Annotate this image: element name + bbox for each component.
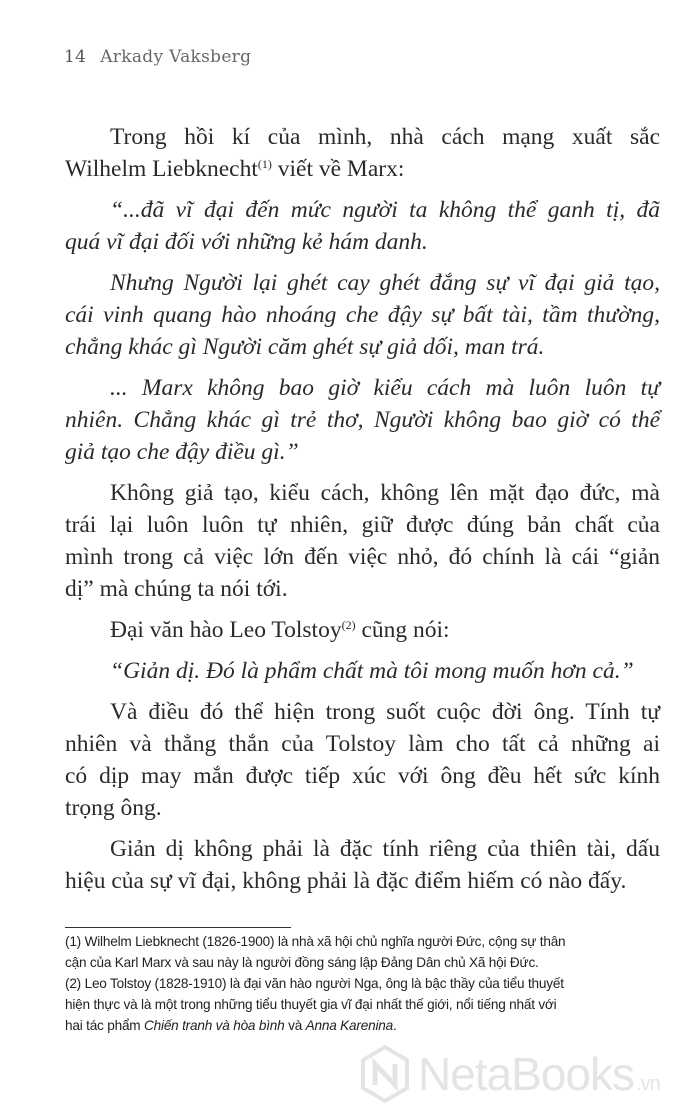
text-run: viết về Marx: — [271, 156, 405, 182]
text-line — [65, 792, 660, 824]
text-line — [65, 833, 660, 865]
quote-paragraph — [65, 194, 660, 258]
text-run: Không giả tạo, kiểu cách, không lên mặt đạo đức, mà — [110, 480, 660, 506]
watermark-brand: NetaBooks .vn — [418, 1048, 660, 1100]
footnote-line — [65, 994, 665, 1015]
text-line — [65, 121, 660, 153]
text-line — [65, 728, 660, 760]
paragraph — [65, 477, 660, 605]
paragraph — [65, 614, 660, 646]
text-line — [65, 477, 660, 509]
book-title: Anna Karenina — [305, 1018, 393, 1033]
text-line — [65, 331, 660, 363]
footnote-reference: (2) — [341, 618, 356, 632]
paragraph — [65, 696, 660, 824]
text-run: chẳng khác gì Người căm ghét sự giả dối, man trá. — [65, 334, 545, 360]
paragraph — [65, 121, 660, 185]
running-header — [64, 47, 251, 67]
text-run: cận của Karl Marx và sau này là người đồng sáng lập Đảng Dân chủ Xã hội Đức. — [65, 955, 539, 970]
footnote-reference: (1) — [257, 157, 272, 171]
text-line — [65, 194, 660, 226]
text-run: (2) Leo Tolstoy (1828-1910) là đại văn hào người Nga, ông là bậc thầy của tiểu thuyết — [65, 976, 564, 991]
text-run: cũng nói: — [355, 617, 450, 643]
text-run: và — [284, 1018, 306, 1033]
text-line — [65, 573, 660, 605]
text-line — [65, 865, 660, 897]
text-run: có dịp may mắn được tiếp xúc với ông đều hết sức kính — [65, 763, 660, 789]
text-run: Đại văn hào Leo Tolstoy — [110, 617, 342, 643]
text-run: Giản dị không phải là đặc tính riêng của thiên tài, dấu — [110, 836, 660, 862]
text-line — [65, 372, 660, 404]
text-line — [65, 541, 660, 573]
text-line — [65, 655, 660, 687]
text-run: (1) Wilhelm Liebknecht (1826-1900) là nhà xã hội chủ nghĩa người Đức, cộng sự thân — [65, 934, 566, 949]
text-run: trọng ông. — [65, 795, 162, 821]
text-line — [65, 436, 660, 468]
text-run: hiệu của sự vĩ đại, không phải là đặc điểm hiếm có nào đấy. — [65, 868, 627, 894]
text-run: nhiên và thẳng thắn của Tolstoy làm cho tất cả những ai — [65, 731, 660, 757]
text-run: “...đã vĩ đại đến mức người ta không thể ganh tị, đã — [110, 197, 660, 223]
text-run: quá vĩ đại đối với những kẻ hám danh. — [65, 229, 428, 255]
text-line — [65, 299, 660, 331]
text-run: ... Marx không bao giờ kiểu cách mà luôn luôn tự — [110, 375, 660, 401]
text-line — [65, 267, 660, 299]
netabooks-logo-icon — [360, 1045, 410, 1103]
footnote-line — [65, 931, 665, 952]
paragraph — [65, 833, 660, 897]
footnotes — [65, 931, 665, 1036]
footnote-line — [65, 952, 665, 973]
text-run: Trong hồi kí của mình, nhà cách mạng xuất sắc — [110, 124, 660, 150]
text-line — [65, 404, 660, 436]
text-run: dị” mà chúng ta nói tới. — [65, 576, 288, 602]
text-line — [65, 696, 660, 728]
text-run: nhiên. Chẳng khác gì trẻ thơ, Người không bao giờ có thể — [65, 407, 660, 433]
watermark — [360, 1045, 660, 1103]
text-run: Nhưng Người lại ghét cay ghét đắng sự vĩ đại giả tạo, — [110, 270, 660, 296]
footnote-line — [65, 973, 665, 994]
text-line — [65, 226, 660, 258]
text-line — [65, 614, 660, 646]
quote-paragraph — [65, 655, 660, 687]
text-run: trái lại luôn luôn tự nhiên, giữ được đúng bản chất của — [65, 512, 660, 538]
text-run: hiện thực và là một trong những tiểu thuyết gia vĩ đại nhất thế giới, nổi tiếng nhất với — [65, 997, 557, 1012]
footnote-line — [65, 1015, 665, 1036]
quote-paragraph — [65, 372, 660, 468]
text-run: “Giản dị. Đó là phẩm chất mà tôi mong muốn hơn cả.” — [110, 658, 634, 684]
text-run: Wilhelm Liebknecht — [65, 156, 258, 182]
footnote-divider — [65, 927, 291, 928]
text-run: cái vinh quang hào nhoáng che đậy sự bất tài, tầm thường, — [65, 302, 660, 328]
text-line — [65, 760, 660, 792]
text-run: giả tạo che đậy điều gì.” — [65, 439, 299, 465]
book-title: Chiến tranh và hòa bình — [144, 1018, 285, 1033]
text-line — [65, 509, 660, 541]
page-number: 14 — [64, 47, 87, 67]
text-run: . — [393, 1018, 397, 1033]
body-text — [65, 121, 660, 906]
text-run: Và điều đó thể hiện trong suốt cuộc đời ông. Tính tự — [110, 699, 660, 725]
quote-paragraph — [65, 267, 660, 363]
text-run: mình trong cả việc lớn đến việc nhỏ, đó chính là cái “giản — [65, 544, 660, 570]
text-line — [65, 153, 660, 185]
text-run: hai tác phẩm — [65, 1018, 145, 1033]
author-name: Arkady Vaksberg — [100, 47, 252, 67]
